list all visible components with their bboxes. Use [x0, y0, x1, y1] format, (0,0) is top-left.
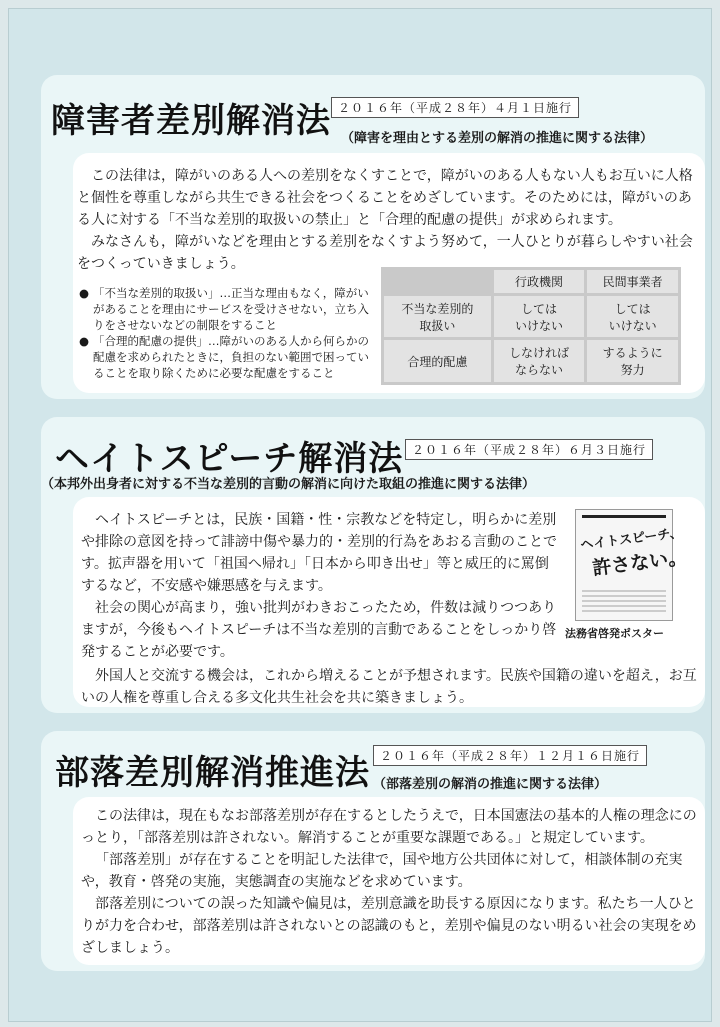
- enforcement-date: ２０１６年（平成２８年）６月３日施行: [405, 439, 653, 460]
- section-title: ヘイトスピーチ解消法: [55, 439, 404, 479]
- section-title: 障害者差別解消法: [51, 101, 331, 141]
- table-row: [384, 296, 678, 338]
- table-row-label: 合理的配慮: [384, 340, 491, 382]
- poster-caption: 法務省啓発ポスター: [565, 627, 664, 640]
- poster-image: [575, 509, 689, 621]
- list-item: [79, 333, 371, 381]
- paragraph: 社会の関心が高まり，強い批判がわきおこったため，件数は減りつつありますが，今後もヘイトスピーチは不当な差別的言動であることをしっかり啓発することが必要です。: [81, 600, 557, 660]
- section-buraku-law: [41, 731, 705, 971]
- enforcement-date: ２０１６年（平成２８年）１２月１６日施行: [373, 745, 647, 766]
- paragraph: 外国人と交流する機会は，これから増えることが予想されます。民族や国籍の違いを超え，お互いの人権を尊重し合える多文化共生社会を共に築きましょう。: [81, 668, 697, 706]
- section-subtitle: （本邦外出身者に対する不当な差別的言動の解消に向けた取組の推進に関する法律）: [41, 477, 536, 492]
- section-text: [77, 165, 699, 275]
- paragraph: この法律は，障がいのある人への差別をなくすことで，障がいのある人もない人もお互いに人格と個性を尊重しながら共生できる社会をつくることをめざしています。そのためには，障がいのある人に対する「不当な差別的取扱いの禁止」と「合理的配慮の提供」が求められます。: [77, 168, 693, 228]
- table-corner: [384, 270, 491, 293]
- list-item: [79, 285, 371, 333]
- table-cell: しては いけない: [587, 296, 678, 338]
- bullet-icon: ●: [79, 334, 90, 348]
- paragraph: この法律は，現在もなお部落差別が存在するとしたうえで，日本国憲法の基本的人権の理念にのっとり，「部落差別は許されない。解消することが重要な課題である。」と規定しています。: [81, 808, 697, 846]
- table-cell: しなければ ならない: [494, 340, 585, 382]
- section-text-continued: [81, 665, 699, 709]
- bullet-icon: ●: [79, 286, 90, 300]
- table-cell: しては いけない: [494, 296, 585, 338]
- comparison-table: [381, 267, 681, 385]
- section-disability-law: [41, 75, 705, 399]
- section-subtitle: （部落差別の解消の推進に関する法律）: [373, 777, 608, 792]
- table-cell: するように 努力: [587, 340, 678, 382]
- table-row-label: 不当な差別的 取扱い: [384, 296, 491, 338]
- table-header: 行政機関: [494, 270, 585, 293]
- section-text: [81, 805, 699, 959]
- table-header-row: [384, 270, 678, 293]
- paragraph: みなさんも，障がいなどを理由とする差別をなくすよう努めて，一人ひとりが暮らしやすい社会をつくっていきましょう。: [77, 234, 693, 272]
- poster-headline: ヘイトスピーチ、: [579, 525, 684, 554]
- poster-top-bar: [582, 515, 666, 518]
- section-text: [81, 509, 559, 663]
- leaflet-page: [8, 8, 712, 1022]
- table-row: [384, 340, 678, 382]
- list-item-text: 「不当な差別的取扱い」…正当な理由もなく，障がいがあることを理由にサービスを受けさせない，立ち入りをさせないなどの制限をすること: [93, 286, 369, 332]
- poster-fine-print: [582, 590, 666, 612]
- section-hate-speech-law: [41, 417, 705, 713]
- paragraph: 「部落差別」が存在することを明記した法律で，国や地方公共団体に対して，相談体制の充実や，教育・啓発の実施，実態調査の実施などを求めています。: [81, 852, 683, 890]
- poster-headline-large: 許さない。: [591, 546, 689, 580]
- definition-list: [79, 285, 371, 381]
- enforcement-date: ２０１６年（平成２８年）４月１日施行: [331, 97, 579, 118]
- paragraph: ヘイトスピーチとは，民族・国籍・性・宗教などを特定し，明らかに差別や排除の意図を持って誹謗中傷や暴力的・差別的行為をあおる言動のことです。拡声器を用いて「祖国へ帰れ」「日本から叩き出せ」等と威圧的に罵倒するなど，不安感や嫌悪感を与えます。: [81, 512, 557, 594]
- table-header: 民間事業者: [587, 270, 678, 293]
- section-title: 部落差別解消推進法: [55, 753, 370, 793]
- list-item-text: 「合理的配慮の提供」…障がいのある人から何らかの配慮を求められたときに，負担のない範囲で困っていることを取り除くために必要な配慮をすること: [93, 334, 369, 380]
- section-subtitle: （障害を理由とする差別の解消の推進に関する法律）: [341, 131, 654, 146]
- paragraph: 部落差別についての誤った知識や偏見は，差別意識を助長する原因になります。私たち一人ひとりが力を合わせ，部落差別は許されないとの認識のもと，差別や偏見のない明るい社会の実現をめざしましょう。: [81, 896, 697, 956]
